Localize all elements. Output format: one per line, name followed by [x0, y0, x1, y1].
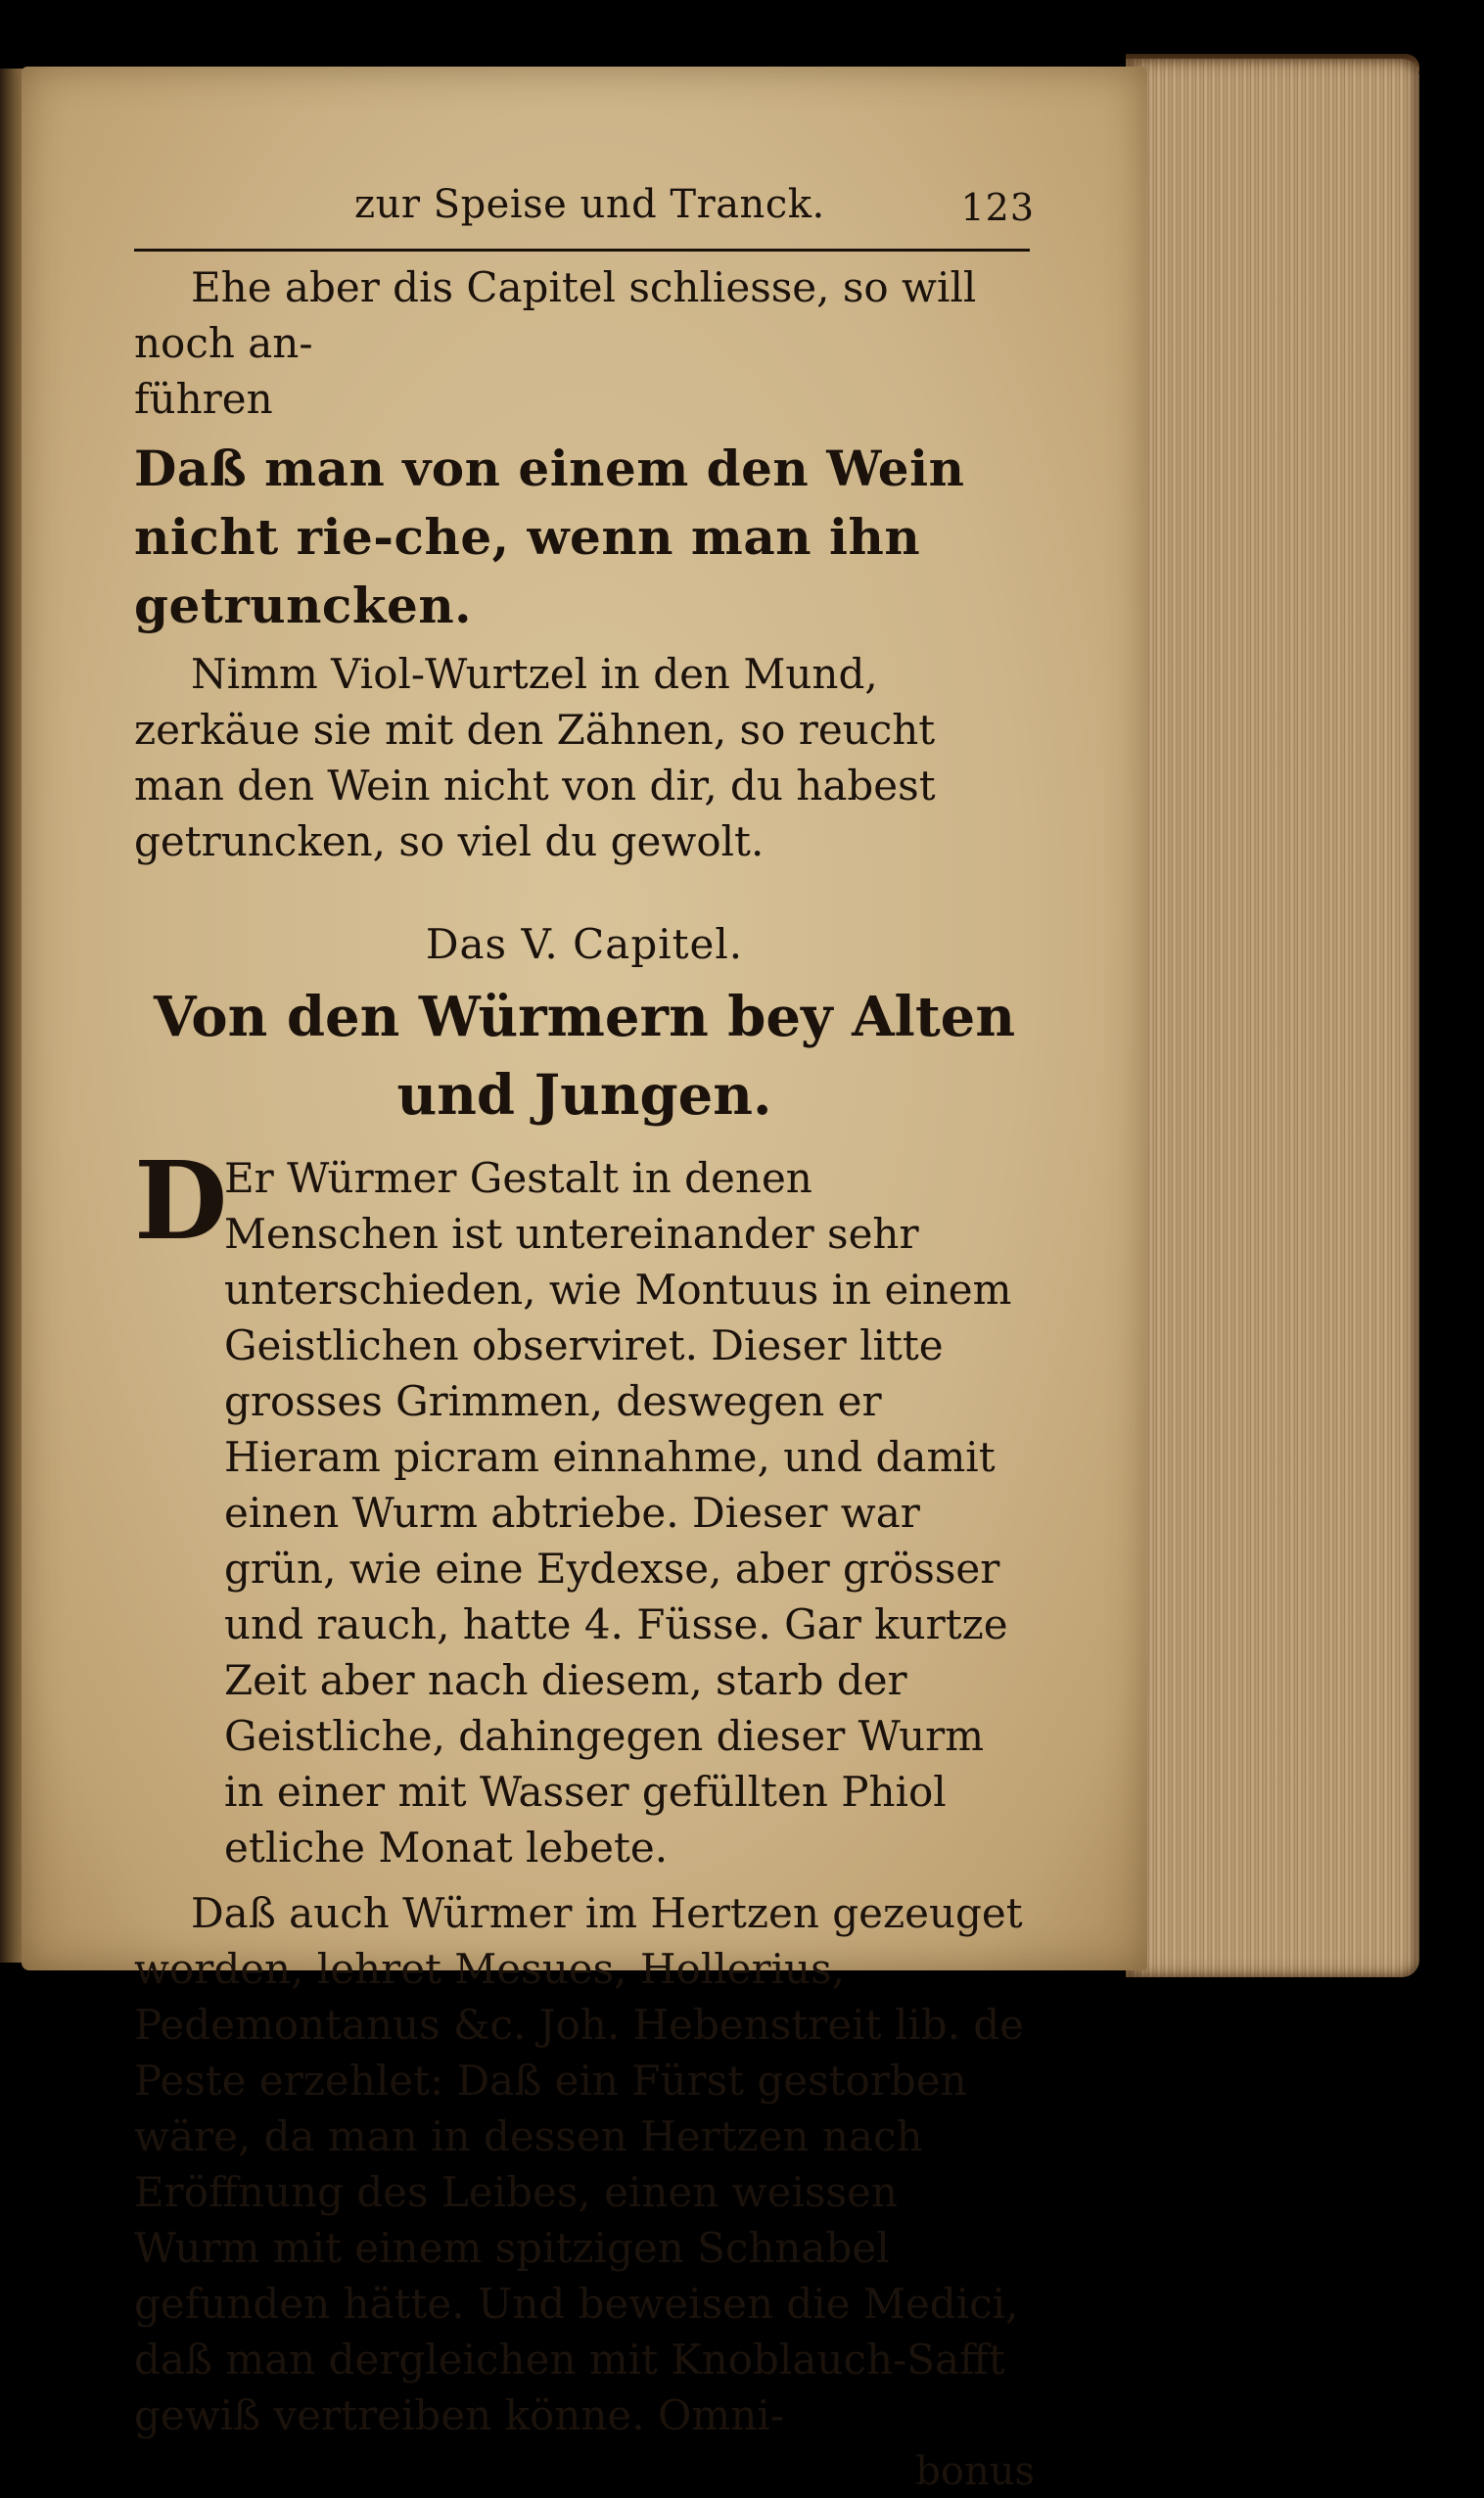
drop-cap: D [134, 1137, 228, 1264]
paragraph-1-text: Er Würmer Gestalt in denen Menschen ist untereinander sehr unterschieden, wie Montuus in einem Geistlichen observiret. Dieser litte grosses Grimmen, deswegen er Hieram picram einnahme, und damit einen Wurm abtriebe. Dieser war grün, wie eine Eydexse, aber grösser und rauch, hatte 4. Füsse. Gar kurtze Zeit aber nach diesem, starb der Geistliche, dahingegen dieser Wurm in einer mit Wasser gefüllten Phiol etliche Monat lebete. [224, 1154, 1012, 1872]
chapter-label: Das V. Capitel. [425, 920, 744, 968]
paragraph-1 [134, 1137, 1035, 1875]
book-page [22, 67, 1147, 2494]
page-number: 123 [960, 186, 1035, 229]
paragraph-2: Daß auch Würmer im Hertzen gezeuget worden, lehret Mesues, Hollerius, Pedemontanus &c. Joh. Hebenstreit lib. de Peste erzehlet: Daß ein Fürst gestorben wäre, da man in dessen Hertzen nach Eröffnung des Leibes, einen weissen Wurm mit einem spitzigen Schnabel gefunden hätte. Und beweisen die Medici, daß man dergleichen mit Knoblauch‑Safft gewiß vertreiben könne. Omni‑ [134, 1889, 1025, 2439]
running-title: zur Speise und Tranck. [354, 182, 825, 227]
section-intro-line1: Ehe aber dis Capitel schliesse, so will noch an‑ [134, 263, 977, 367]
previous-page-edge [0, 69, 23, 1963]
section-intro-line2: führen [134, 375, 273, 423]
header-rule [134, 249, 1030, 252]
catchword-line [134, 2445, 1035, 2498]
recipe-text: Nimm Viol‑Wurtzel in den Mund, zerkäue sie mit den Zähnen, so reucht man den Wein nicht von dir, du habest getruncken, so viel du gewolt. [134, 650, 936, 865]
recipe-heading: Daß man von einem den Wein nicht rie‑che, wenn man ihn getruncken. [134, 439, 965, 634]
page-block-edges [1126, 59, 1419, 1977]
catchword: bonus [915, 2449, 1035, 2494]
text-area [134, 182, 1035, 2498]
chapter-title: Von den Würmern bey Alten und Jungen. [153, 985, 1016, 1128]
running-head [134, 182, 1035, 243]
